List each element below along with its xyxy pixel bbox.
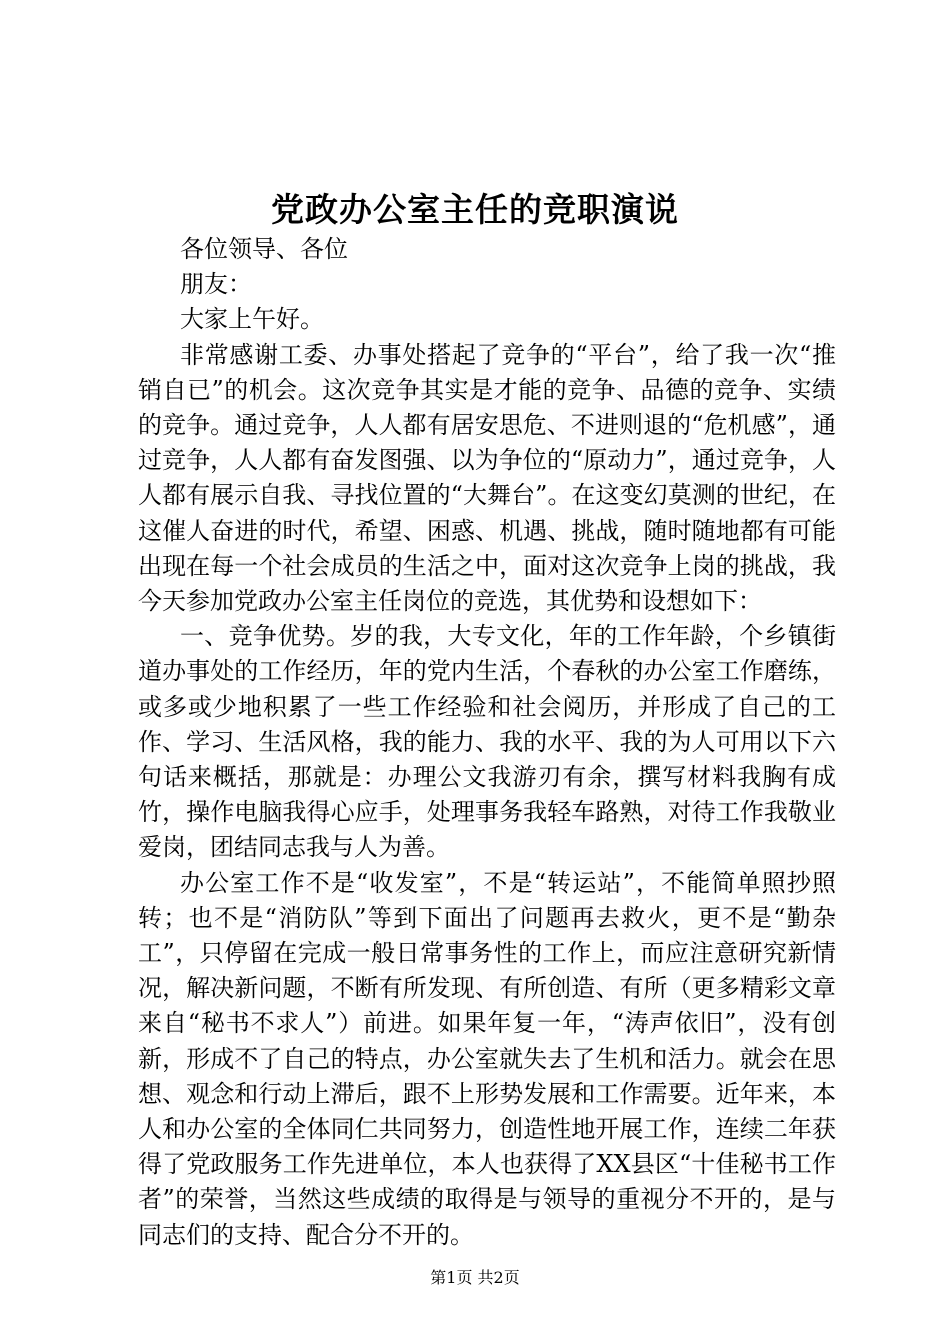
- salutation-line-1: 各位领导、各位: [180, 235, 348, 263]
- paragraph-opening: 非常感谢工委、办事处搭起了竞争的“平台”，给了我一次“推销自已”的机会。这次竞争其实是才能的竞争、品德的竞争、实绩的竞争。通过竞争，人人都有居安思危、不进则退的“危机感”，通过竞争，人人都有奋发图强、以为争位的“原动力”，通过竞争，人人都有展示自我、寻找位置的“大舞台”。在这变幻莫测的世纪，在这催人奋进的时代，希望、困惑、机遇、挑战，随时随地都有可能出现在每一个社会成员的生活之中，面对这次竞争上岗的挑战，我今天参加党政办公室主任岗位的竞选，其优势和设想如下：: [138, 340, 836, 615]
- salutation-line-2: 朋友：: [180, 270, 252, 299]
- document-title: 党政办公室主任的竞职演说: [271, 190, 679, 229]
- paragraph-advantages: 一、竞争优势。岁的我，大专文化，年的工作年龄，个乡镇街道办事处的工作经历，年的党内生活，个春秋的办公室工作磨练，或多或少地积累了一些工作经验和社会阅历，并形成了自己的工作、学习、生活风格，我的能力、我的水平、我的为人可用以下六句话来概括，那就是：办理公文我游刃有余，撰写材料我胸有成竹，操作电脑我得心应手，处理事务我轻车路熟，对待工作我敬业爱岗，团结同志我与人为善。: [138, 622, 836, 862]
- paragraph-office-work: 办公室工作不是“收发室”，不是“转运站”，不能简单照抄照转；也不是“消防队”等到下面出了问题再去救火，更不是“勤杂工”，只停留在完成一般日常事务性的工作上，而应注意研究新情况，解决新问题，不断有所发现、有所创造、有所（更多精彩文章来自“秘书不求人”）前进。如果年复一年，“涛声依旧”，没有创新，形成不了自己的特点，办公室就失去了生机和活力。就会在思想、观念和行动上滞后，跟不上形势发展和工作需要。近年来，本人和办公室的全体同仁共同努力，创造性地开展工作，连续二年获得了党政服务工作先进单位，本人也获得了XX县区“十佳秘书工作者”的荣誉，当然这些成绩的取得是与领导的重视分不开的，是与同志们的支持、配合分不开的。: [138, 868, 836, 1249]
- greeting-line: 大家上午好。: [180, 305, 324, 334]
- page-footer: 第1页 共2页: [430, 1268, 520, 1287]
- document-body: [138, 232, 836, 1253]
